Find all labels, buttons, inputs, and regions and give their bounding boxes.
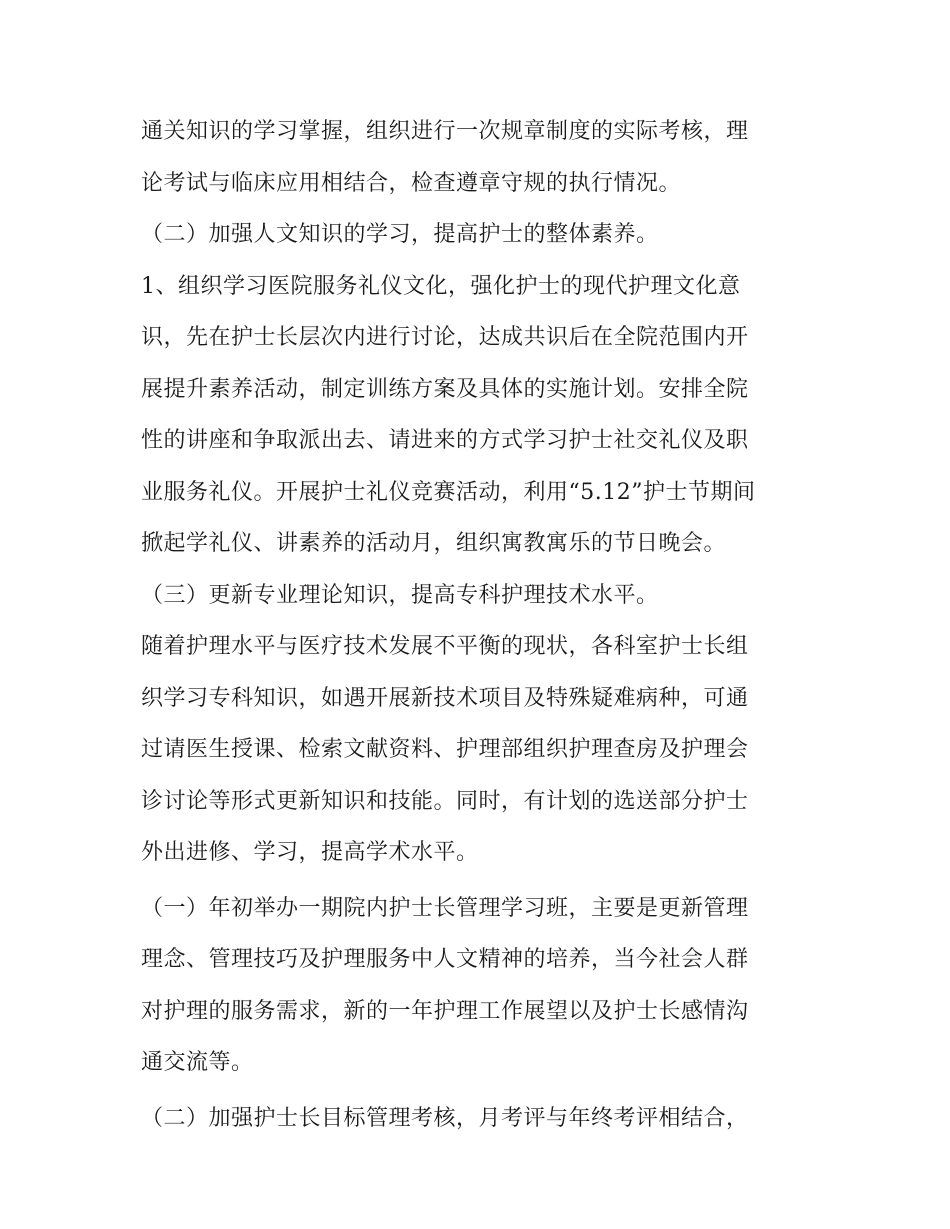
text-line: 对护理的服务需求，新的一年护理工作展望以及护士长感情沟 [141, 998, 749, 1024]
text-line: 诊讨论等形式更新知识和技能。同时，有计划的选送部分护士 [141, 788, 749, 814]
text-line: 性的讲座和争取派出去、请进来的方式学习护士社交礼仪及职 [141, 428, 749, 453]
text-line: 织学习专科知识，如遇开展新技术项目及特殊疑难病种，可通 [141, 685, 749, 711]
text-line: 展提升素养活动，制定训练方案及具体的实施计划。安排全院 [141, 376, 749, 402]
document-body [141, 106, 821, 1144]
text-line: 识，先在护士长层次内进行讨论，达成共识后在全院范围内开 [141, 325, 749, 350]
text-line: （二）加强护士长目标管理考核，月考评与年终考评相结合， [141, 1105, 749, 1131]
section-heading: （二）加强人文知识的学习，提高护士的整体素养。 [141, 222, 659, 247]
text-line: 过请医生授课、检索文献资料、护理部组织护理查房及护理会 [141, 737, 749, 762]
text-line: 通关知识的学习掌握，组织进行一次规章制度的实际考核，理 [141, 119, 749, 144]
text-line: 1、组织学习医院服务礼仪文化，强化护士的现代护理文化意 [141, 273, 741, 299]
text-line: 业服务礼仪。开展护士礼仪竞赛活动，利用“5.12”护士节期间 [141, 479, 756, 505]
text-line: 掀起学礼仪、讲素养的活动月，组织寓教寓乐的节日晚会。 [141, 531, 727, 556]
text-line: 理念、管理技巧及护理服务中人文精神的培养，当今社会人群 [141, 947, 749, 972]
text-line: 论考试与临床应用相结合，检查遵章守规的执行情况。 [141, 170, 682, 196]
section-heading: （三）更新专业理论知识，提高专科护理技术水平。 [141, 582, 659, 608]
text-line: （一）年初举办一期院内护士长管理学习班，主要是更新管理 [141, 895, 749, 921]
text-line: 外出进修、学习，提高学术水平。 [141, 840, 479, 865]
text-line: 通交流等。 [141, 1050, 254, 1075]
text-line: 随着护理水平与医疗技术发展不平衡的现状，各科室护士长组 [141, 634, 749, 659]
